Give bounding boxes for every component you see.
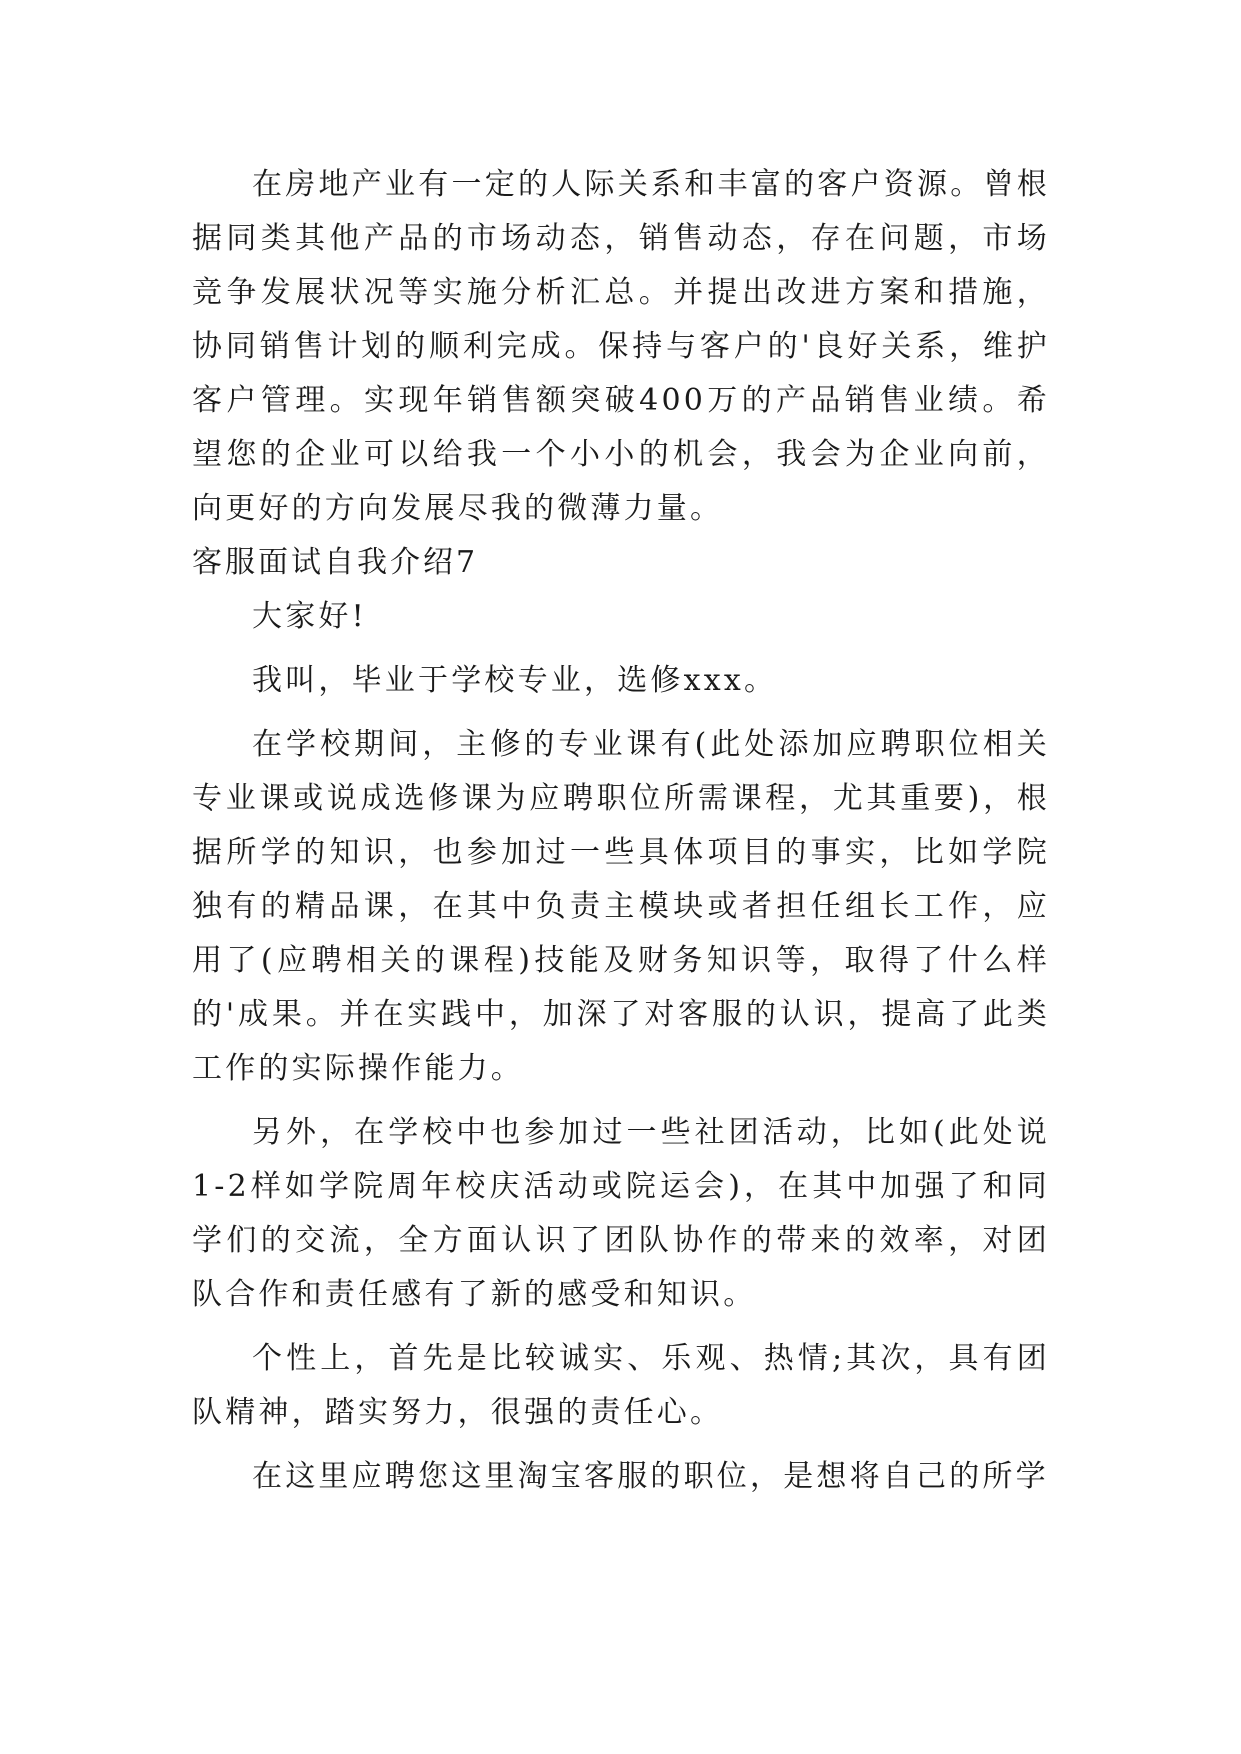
name-paragraph: 我叫，毕业于学校专业，选修xxx。 [252, 663, 778, 698]
document-body [192, 158, 1050, 1504]
intro-paragraph: 在房地产业有一定的人际关系和丰富的客户资源。曾根据同类其他产品的市场动态，销售动态，存在问题，市场竞争发展状况等实施分析汇总。并提出改进方案和措施，协同销售计划的顺利完成。保持与客户的'良好关系，维护客户管理。实现年销售额突破400万的产品销售业绩。希望您的企业可以给我一个小小的机会，我会为企业向前，向更好的方向发展尽我的微薄力量。 [192, 167, 1050, 526]
activities-paragraph: 另外，在学校中也参加过一些社团活动，比如(此处说1-2样如学院周年校庆活动或院运会)，在其中加强了和同学们的交流，全方面认识了团队协作的带来的效率，对团队合作和责任感有了新的感受和知识。 [192, 1115, 1050, 1312]
greeting-paragraph: 大家好! [252, 599, 367, 634]
section-title: 客服面试自我介绍7 [192, 545, 479, 580]
application-paragraph: 在这里应聘您这里淘宝客服的职位，是想将自己的所学 [252, 1459, 1049, 1494]
personality-paragraph: 个性上，首先是比较诚实、乐观、热情;其次，具有团队精神，踏实努力，很强的责任心。 [192, 1341, 1050, 1430]
school-paragraph: 在学校期间，主修的专业课有(此处添加应聘职位相关专业课或说成选修课为应聘职位所需课程，尤其重要)，根据所学的知识，也参加过一些具体项目的事实，比如学院独有的精品课，在其中负责主模块或者担任组长工作，应用了(应聘相关的课程)技能及财务知识等，取得了什么样的'成果。并在实践中，加深了对客服的认识，提高了此类工作的实际操作能力。 [192, 727, 1050, 1086]
